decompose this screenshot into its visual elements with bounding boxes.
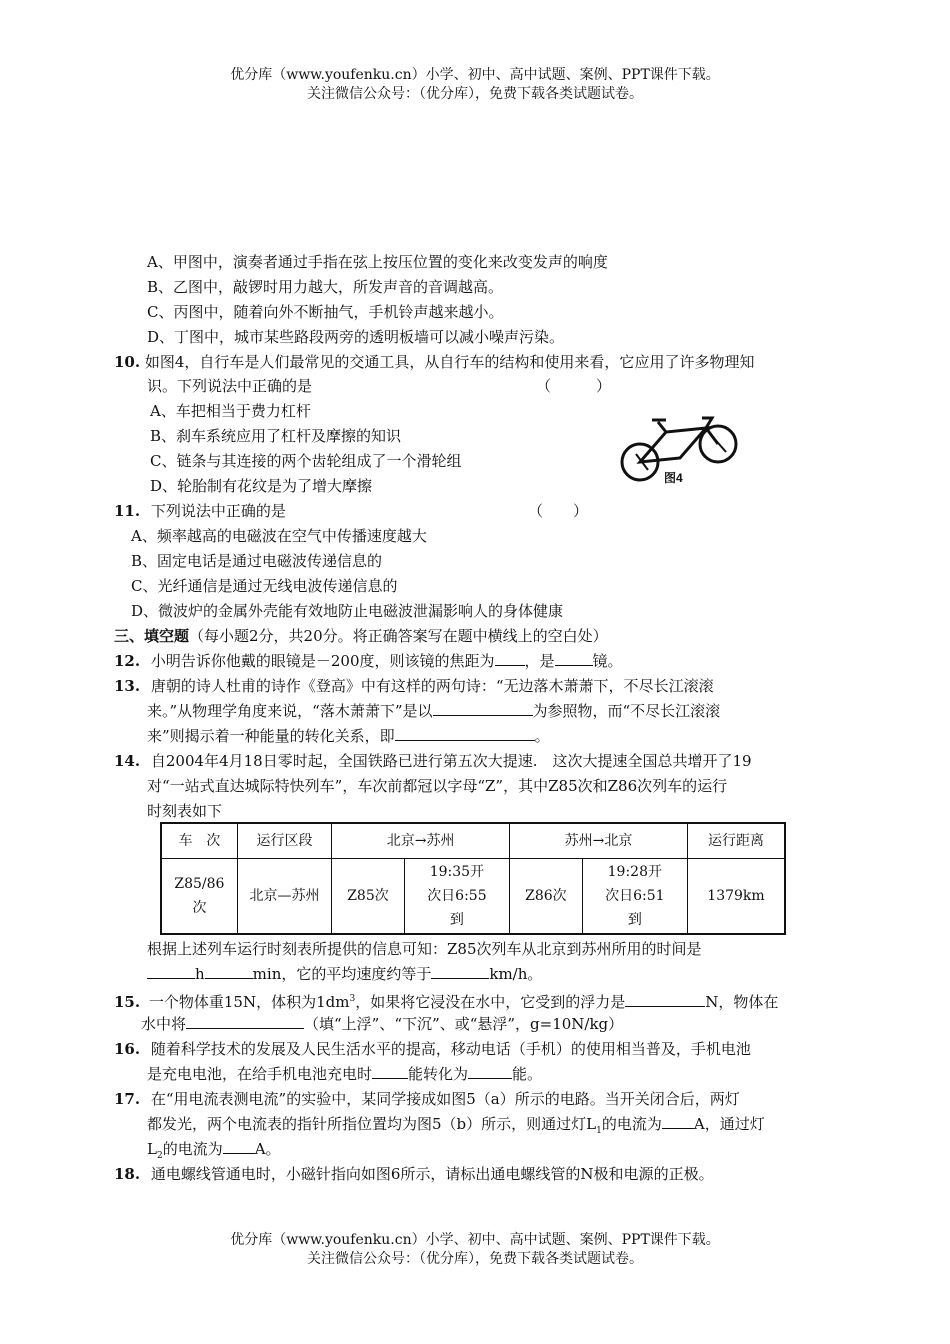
q9-option-c: C、丙图中，随着向外不断抽气，手机铃声越来越小。 [147, 303, 504, 321]
q15-text-1b: ，如果将它浸没在水中，它受到的浮力是 [355, 993, 626, 1011]
q15-text-1a: 一个物体重15N，体积为1dm [148, 993, 350, 1011]
q16-blank-from-energy[interactable] [372, 1063, 408, 1079]
q18 [114, 1163, 714, 1185]
table-cell-z86-time [582, 859, 687, 935]
table-cell-z85-time [404, 859, 509, 935]
q17-blank-current-l1[interactable] [662, 1113, 694, 1129]
q11-option-b: B、固定电话是通过电磁波传递信息的 [131, 552, 383, 570]
table-header-row [161, 823, 785, 859]
q15-superscript: 3 [349, 994, 356, 1004]
q17-text-3c: A。 [254, 1140, 281, 1158]
q10-number: 10. [114, 353, 141, 371]
q10-stem-line1 [114, 351, 754, 373]
bicycle-figure [618, 410, 740, 490]
q17-text-2b: 的电流为 [601, 1115, 662, 1133]
q15-text-2a: 水中将 [141, 1015, 187, 1033]
q13-line2 [147, 700, 720, 722]
table-header-cell: 苏州→北京 [510, 823, 688, 859]
q12-number: 12. [114, 652, 141, 670]
table-cell-section: 北京—苏州 [237, 859, 331, 935]
q13-text-1: 唐朝的诗人杜甫的诗作《登高》中有这样的两句诗：“无边落木萧萧下，不尽长江滚滚 [150, 677, 714, 695]
q14-line3: 时刻表如下 [147, 802, 223, 820]
q15-blank-buoyancy[interactable] [625, 991, 705, 1007]
footer-line-1: 优分库（www.youfenku.cn）小学、初中、高中试题、案例、PPT课件下载。 [230, 1232, 720, 1248]
table-header-cell: 北京→苏州 [332, 823, 510, 859]
q14-blank-speed[interactable] [431, 963, 489, 979]
q14-number: 14. [114, 752, 141, 770]
q17-text-1: 在“用电流表测电流”的实验中，某同学接成如图5（a）所示的电路。当开关闭合后，两灯 [150, 1090, 740, 1108]
table-header-cell: 运行距离 [687, 823, 785, 859]
q11-option-a: A、频率越高的电磁波在空气中传播速度越大 [131, 527, 427, 545]
q14-line1 [114, 750, 752, 772]
q14-unit-kmh: km/h。 [489, 965, 543, 983]
q16-text-2b: 能转化为 [408, 1065, 469, 1083]
q14-after-line2 [147, 963, 542, 985]
table-cell-train [161, 859, 237, 935]
q17-text-3b: 的电流为 [162, 1140, 223, 1158]
q18-number: 18. [114, 1165, 141, 1183]
q16-number: 16. [114, 1040, 141, 1058]
table-header-cell: 运行区段 [237, 823, 331, 859]
q17-text-2c: A，通过灯 [693, 1115, 765, 1133]
train-timetable [160, 822, 786, 935]
train-line-2: 次 [192, 900, 207, 916]
q10-stem-line2: 识。下列说法中正确的是 [147, 377, 313, 395]
q17-line1 [114, 1088, 740, 1110]
q17-subscript-1: 1 [596, 1126, 602, 1136]
q12-blank-lens-type[interactable] [555, 650, 593, 666]
q13-line3 [147, 725, 550, 747]
q10-option-a: A、车把相当于费力杠杆 [150, 402, 311, 420]
q15-line1 [114, 988, 778, 1013]
q10-option-d: D、轮胎制有花纹是为了增大摩擦 [150, 477, 373, 495]
q17-number: 17. [114, 1090, 141, 1108]
q14-after-line1: 根据上述列车运行时刻表所提供的信息可知：Z85次列车从北京到苏州所用的时间是 [147, 940, 702, 958]
q16-text-2a: 是充电电池，在给手机电池充电时 [147, 1065, 373, 1083]
header-line-2: 关注微信公众号：（优分库），免费下载各类试题试卷。 [307, 86, 643, 102]
q14-line2: 对“一站式直达城际特快列车”，车次前都冠以字母“Z”，其中Z85次和Z86次列车的运行 [147, 777, 728, 795]
q13-text-3a: 来”则揭示着一种能量的转化关系，即 [147, 727, 395, 745]
q15-text-2b: （填“上浮”、“下沉”、或“悬浮”，g=10N/kg） [304, 1015, 624, 1033]
q10-option-b: B、刹车系统应用了杠杆及摩擦的知识 [150, 427, 402, 445]
q17-text-2a: 都发光，两个电流表的指针所指位置均为图5（b）所示，则通过灯L [147, 1115, 597, 1133]
q13-text-2b: 为参照物，而“不尽长江滚滚 [532, 702, 721, 720]
q15-number: 15. [114, 993, 141, 1011]
section-3-title: 三、填空题 [114, 627, 190, 645]
q12 [114, 650, 623, 672]
q12-blank-focal-length[interactable] [495, 650, 525, 666]
q17-subscript-2: 2 [156, 1151, 163, 1161]
q13-blank-energy[interactable] [395, 725, 535, 741]
q16-text-1: 随着科学技术的发展及人民生活水平的提高，移动电话（手机）的使用相当普及，手机电池 [150, 1040, 751, 1058]
q18-text: 通电螺线管通电时，小磁针指向如图6所示，请标出通电螺线管的N极和电源的正极。 [150, 1165, 714, 1183]
q17-text-3a: L [147, 1140, 157, 1158]
table-header-cell: 车 次 [161, 823, 237, 859]
q9-option-d: D、丁图中，城市某些路段两旁的透明板墙可以减小噪声污染。 [147, 328, 565, 346]
train-line-1: Z85/86 [174, 876, 225, 892]
q11-number: 11. [114, 502, 141, 520]
q17-blank-current-l2[interactable] [223, 1138, 255, 1154]
z85-arrive-suffix: 到 [449, 912, 464, 928]
q11-answer-paren: （ ） [528, 502, 589, 520]
q15-text-1c: N，物体在 [705, 993, 779, 1011]
table-cell-z85: Z85次 [332, 859, 405, 935]
q13-blank-reference[interactable] [433, 700, 533, 716]
section-3-heading [114, 625, 608, 647]
q11-option-d: D、微波炉的金属外壳能有效地防止电磁波泄漏影响人的身体健康 [131, 602, 564, 620]
z85-arrive: 次日6:55 [427, 888, 487, 904]
figure-4-caption: 图4 [664, 471, 683, 485]
q9-option-b: B、乙图中，敲锣时用力越大，所发声音的音调越高。 [147, 278, 504, 296]
bicycle-frame [640, 428, 706, 462]
q11-option-c: C、光纤通信是通过无线电波传递信息的 [131, 577, 398, 595]
q10-stem: 如图4，自行车是人们最常见的交通工具，从自行车的结构和使用来看，它应用了许多物理知 [144, 353, 755, 371]
q12-text-2: ，是 [524, 652, 555, 670]
footer-line-2: 关注微信公众号：（优分库），免费下载各类试题试卷。 [307, 1251, 643, 1267]
q12-text-1: 小明告诉你他戴的眼镜是－200度，则该镜的焦距为 [150, 652, 495, 670]
q14-blank-minutes[interactable] [205, 963, 253, 979]
q13-text-3b: 。 [534, 727, 550, 745]
q13-number: 13. [114, 677, 141, 695]
q9-option-a: A、甲图中，演奏者通过手指在弦上按压位置的变化来改变发声的响度 [147, 253, 608, 271]
z85-depart: 19:35开 [429, 864, 485, 880]
q14-unit-h: h [195, 965, 205, 983]
section-3-note: （每小题2分，共20分。将正确答案写在题中横线上的空白处） [189, 627, 608, 645]
q11-stem-text: 下列说法中正确的是 [150, 502, 286, 520]
q10-answer-paren: （ ） [536, 377, 612, 395]
z86-arrive-suffix: 到 [627, 912, 642, 928]
q13-text-2a: 来。”从物理学角度来说，“落木萧萧下”是以 [147, 702, 433, 720]
q13-line1 [114, 675, 714, 697]
q14-text-1: 自2004年4月18日零时起，全国铁路已进行第五次大提速. 这次大提速全国总共增开了19 [150, 752, 752, 770]
bicycle-seat [652, 420, 666, 432]
q16-line2 [147, 1063, 542, 1085]
z86-depart: 19:28开 [607, 864, 662, 880]
table-cell-distance: 1379km [687, 859, 785, 935]
q15-line2 [141, 1013, 623, 1035]
q15-blank-state[interactable] [186, 1013, 304, 1029]
header-line-1: 优分库（www.youfenku.cn）小学、初中、高中试题、案例、PPT课件下载。 [230, 67, 720, 83]
q12-text-3: 镜。 [592, 652, 623, 670]
q10-option-c: C、链条与其连接的两个齿轮组成了一个滑轮组 [150, 452, 462, 470]
table-row [161, 859, 785, 935]
q16-text-2c: 能。 [512, 1065, 543, 1083]
table-cell-z86: Z86次 [510, 859, 583, 935]
z86-arrive: 次日6:51 [605, 888, 665, 904]
q14-blank-hours[interactable] [147, 963, 195, 979]
q14-text-min: min，它的平均速度约等于 [252, 965, 432, 983]
q16-blank-to-energy[interactable] [468, 1063, 512, 1079]
q16-line1 [114, 1038, 751, 1060]
q11-stem [114, 500, 286, 522]
